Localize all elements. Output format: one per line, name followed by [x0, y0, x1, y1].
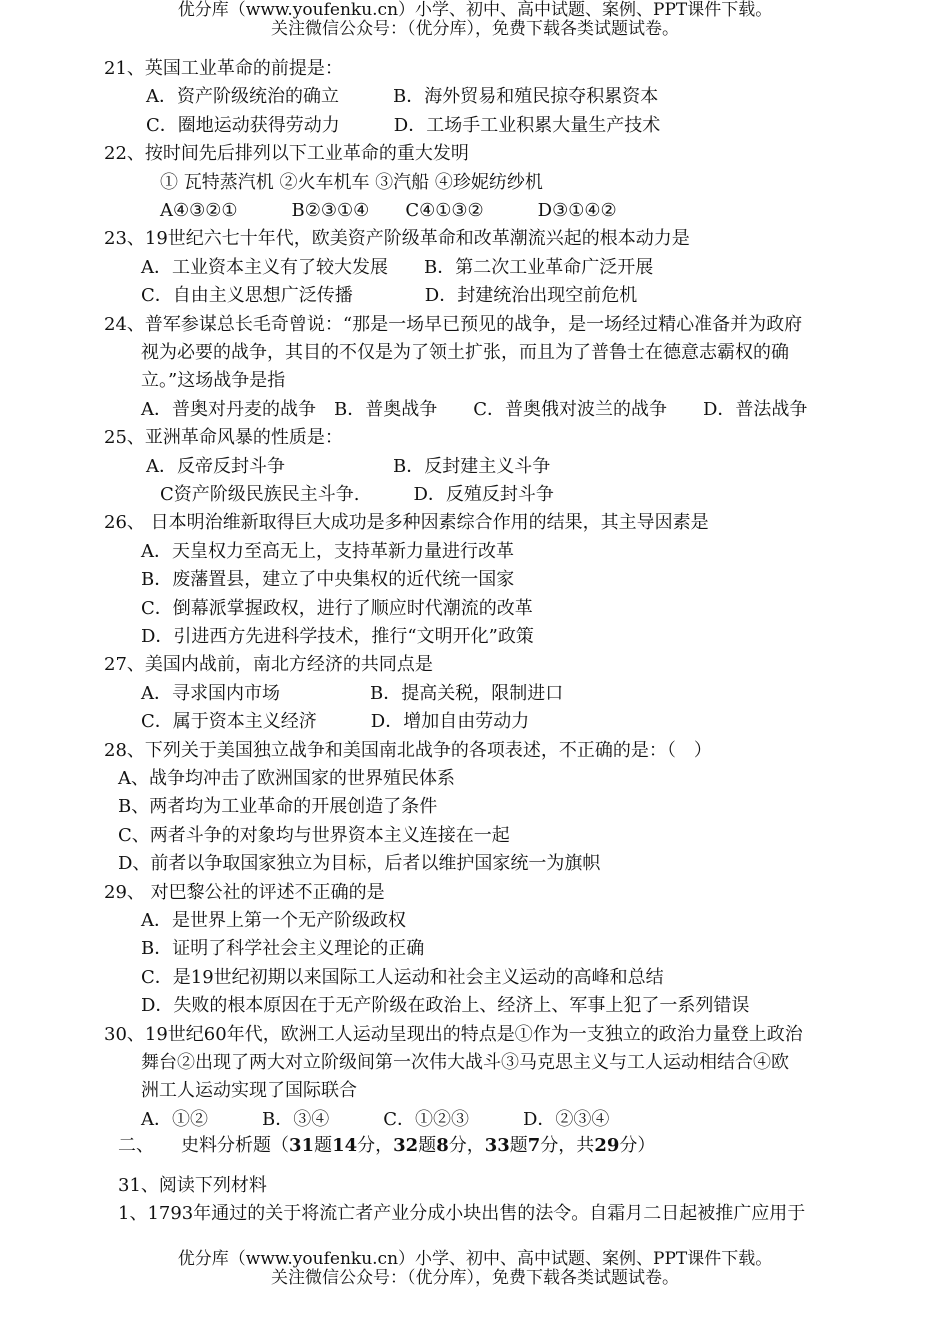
text-line: C．自由主义思想广泛传播 D．封建统治出现空前危机 — [141, 285, 638, 307]
text-line: 26、 日本明治维新取得巨大成功是多种因素综合作用的结果，其主导因素是 — [104, 512, 709, 534]
text-line: 21、英国工业革命的前提是： — [104, 58, 343, 79]
footer-line-1: 优分库（www.youfenku.cn）小学、初中、高中试题、案例、PPT课件下载。 — [177, 1249, 773, 1269]
text-line: A．寻求国内市场 B．提高关税，限制进口 — [141, 682, 564, 704]
text-line: B．证明了科学社会主义理论的正确 — [141, 938, 425, 960]
text-line: A．资产阶级统治的确立 B．海外贸易和殖民掠夺积累资本 — [146, 86, 659, 108]
text-line: C．圈地运动获得劳动力 D．工场手工业积累大量生产技术 — [146, 114, 661, 136]
page-header — [0, 1, 950, 39]
text-line: C、两者斗争的对象均与世界资本主义连接在一起 — [118, 824, 510, 846]
text-line: C．倒幕派掌握政权，进行了顺应时代潮流的改革 — [141, 597, 533, 619]
text-line: A．反帝反封斗争 B．反封建主义斗争 — [146, 455, 551, 477]
text-line: D、前者以争取国家独立为目标，后者以维护国家统一为旗帜 — [118, 853, 601, 875]
text-line: A．工业资本主义有了较大发展 B．第二次工业革命广泛开展 — [141, 256, 654, 278]
text-line: A．①② B．③④ C．①②③ D．②③④ — [141, 1108, 610, 1130]
text-line: 24、普军参谋总长毛奇曾说：“那是一场早已预见的战争，是一场经过精心准备并为政府 — [104, 313, 803, 335]
text-line: C资产阶级民族民主斗争. D．反殖反封斗争 — [160, 484, 554, 505]
text-line: C．属于资本主义经济 D．增加自由劳动力 — [141, 711, 530, 733]
text-line: 30、19世纪60年代，欧洲工人运动呈现出的特点是①作为一支独立的政治力量登上政治 — [104, 1023, 803, 1045]
text-line: 25、亚洲革命风暴的性质是： — [104, 427, 343, 449]
header-line-1: 优分库（www.youfenku.cn）小学、初中、高中试题、案例、PPT课件下载。 — [177, 0, 773, 20]
text-line: B．废藩置县，建立了中央集权的近代统一国家 — [141, 569, 515, 591]
question-31-material-line: 1、1793年通过的关于将流亡者产业分成小块出售的法令。自霜月二日起被推广应用于 — [118, 1203, 806, 1224]
text-line: 27、美国内战前，南北方经济的共同点是 — [104, 654, 433, 676]
header-line-2: 关注微信公众号：（优分库），免费下载各类试题试卷。 — [271, 19, 679, 39]
text-line: D．引进西方先进科学技术，推行“文明开化”政策 — [141, 626, 534, 647]
text-line: 29、 对巴黎公社的评述不正确的是 — [104, 881, 385, 903]
text-line: C．是19世纪初期以来国际工人运动和社会主义运动的高峰和总结 — [141, 966, 664, 988]
text-line: ① 瓦特蒸汽机 ②火车机车 ③汽船 ④珍妮纺纱机 — [160, 171, 543, 193]
text-line: A④③②① B②③①④ C④①③② D③①④② — [160, 200, 617, 221]
text-line: A、战争均冲击了欧洲国家的世界殖民体系 — [118, 768, 455, 789]
text-line: B、两者均为工业革命的开展创造了条件 — [118, 796, 438, 818]
text-line: 视为必要的战争，其目的不仅是为了领土扩张，而且为了普鲁士在德意志霸权的确 — [141, 342, 789, 363]
question-31-title: 31、阅读下列材料 — [118, 1175, 267, 1196]
section-2-heading: 二、 史料分析题（31题14分，32题8分，33题7分，共29分） — [118, 1135, 656, 1156]
footer-line-2: 关注微信公众号：（优分库），免费下载各类试题试卷。 — [271, 1268, 679, 1288]
text-line: 洲工人运动实现了国际联合 — [141, 1080, 357, 1102]
text-line: A．天皇权力至高无上，支持革新力量进行改革 — [141, 540, 514, 562]
text-line: A．是世界上第一个无产阶级政权 — [141, 910, 406, 931]
text-line: 22、按时间先后排列以下工业革命的重大发明 — [104, 143, 469, 165]
text-line: 28、下列关于美国独立战争和美国南北战争的各项表述，不正确的是：（ ） — [104, 739, 712, 761]
text-line: D．失败的根本原因在于无产阶级在政治上、经济上、军事上犯了一系列错误 — [141, 995, 750, 1017]
text-line: 立。”这场战争是指 — [141, 370, 286, 392]
text-line: 舞台②出现了两大对立阶级间第一次伟大战斗③马克思主义与工人运动相结合④欧 — [141, 1052, 789, 1073]
page-footer — [0, 1250, 950, 1288]
text-line: A．普奥对丹麦的战争 B．普奥战争 C．普奥俄对波兰的战争 D．普法战争 — [141, 398, 808, 420]
text-line: 23、19世纪六七十年代，欧美资产阶级革命和改革潮流兴起的根本动力是 — [104, 228, 690, 250]
